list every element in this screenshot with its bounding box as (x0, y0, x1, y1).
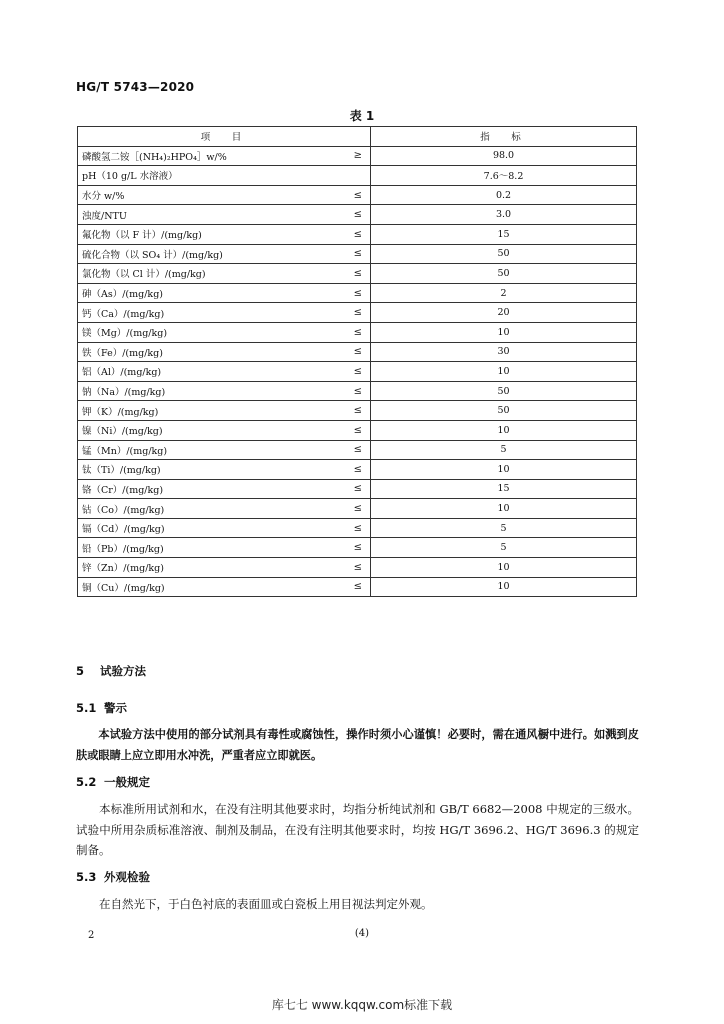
spec-value-cell: 15 (371, 479, 637, 499)
item-name-cell: 锰（Mn）/(mg/kg) (78, 440, 346, 460)
spec-value-cell: 10 (371, 420, 637, 440)
spec-value-cell: 0.2 (371, 185, 637, 205)
table-row (78, 401, 637, 421)
table-row (78, 205, 637, 225)
spec-value-cell: 15 (371, 224, 637, 244)
table-row (78, 420, 637, 440)
spec-value-cell: 30 (371, 342, 637, 362)
table-row (78, 479, 637, 499)
item-name-cell: 镉（Cd）/(mg/kg) (78, 518, 346, 538)
download-watermark: 库七七 www.kqqw.com标准下载 (271, 998, 453, 1012)
item-name-cell: 氟化物（以 F 计）/(mg/kg) (78, 224, 346, 244)
spec-value-cell: 3.0 (371, 205, 637, 225)
section-title: 警示 (104, 701, 127, 715)
item-name-cell: pH（10 g/L 水溶液） (78, 166, 346, 186)
item-name-cell: 氯化物（以 Cl 计）/(mg/kg) (78, 264, 346, 284)
section-5-heading (76, 663, 146, 679)
comparison-symbol-cell: ≤ (346, 420, 371, 440)
item-name-cell: 铁（Fe）/(mg/kg) (78, 342, 346, 362)
comparison-symbol-cell: ≤ (346, 205, 371, 225)
table-row (78, 342, 637, 362)
table-row (78, 362, 637, 382)
table-row (78, 381, 637, 401)
table-row (78, 303, 637, 323)
table-row (78, 244, 637, 264)
section-number: 5 (76, 664, 85, 678)
spec-value-cell: 10 (371, 577, 637, 597)
spec-value-cell: 50 (371, 401, 637, 421)
comparison-symbol-cell: ≤ (346, 322, 371, 342)
comparison-symbol-cell: ≤ (346, 362, 371, 382)
section-number: 5.2 (76, 775, 97, 789)
spec-value-cell: 50 (371, 264, 637, 284)
spec-value-cell: 50 (371, 244, 637, 264)
spec-value-cell: 10 (371, 460, 637, 480)
table-row (78, 185, 637, 205)
item-name-cell: 铅（Pb）/(mg/kg) (78, 538, 346, 558)
table-row (78, 518, 637, 538)
comparison-symbol-cell: ≤ (346, 440, 371, 460)
spec-value-cell: 10 (371, 558, 637, 578)
comparison-symbol-cell: ≥ (346, 146, 371, 166)
table-row (78, 577, 637, 597)
item-name-cell: 镁（Mg）/(mg/kg) (78, 322, 346, 342)
section-5-3-heading (76, 869, 150, 885)
spec-value-cell: 98.0 (371, 146, 637, 166)
comparison-symbol-cell: ≤ (346, 479, 371, 499)
comparison-symbol-cell: ≤ (346, 538, 371, 558)
table-header-row (78, 127, 637, 147)
item-name-cell: 铬（Cr）/(mg/kg) (78, 479, 346, 499)
item-name-cell: 钾（K）/(mg/kg) (78, 401, 346, 421)
table-row (78, 166, 637, 186)
page-label: (4) (354, 928, 370, 939)
item-name-cell: 钴（Co）/(mg/kg) (78, 499, 346, 519)
standard-code: HG/T 5743—2020 (76, 80, 195, 94)
section-5-1-heading (76, 700, 127, 716)
spec-value-cell: 20 (371, 303, 637, 323)
item-name-cell: 铝（Al）/(mg/kg) (78, 362, 346, 382)
table-row (78, 322, 637, 342)
item-name-cell: 钙（Ca）/(mg/kg) (78, 303, 346, 323)
table-row (78, 224, 637, 244)
header-spec: 指 标 (371, 127, 637, 147)
page-number: 2 (88, 930, 95, 941)
comparison-symbol-cell: ≤ (346, 283, 371, 303)
spec-value-cell: 7.6～8.2 (371, 166, 637, 186)
table-row (78, 460, 637, 480)
comparison-symbol-cell: ≤ (346, 303, 371, 323)
section-5-1-text: 本试验方法中使用的部分试剂具有毒性或腐蚀性，操作时须小心谨慎！必要时，需在通风橱中进行。如溅到皮肤或眼睛上应立即用水冲洗，严重者应立即就医。 (76, 728, 639, 762)
header-item: 项 目 (78, 127, 371, 147)
spec-value-cell: 10 (371, 322, 637, 342)
section-number: 5.1 (76, 701, 97, 715)
item-name-cell: 磷酸氢二铵［(NH₄)₂HPO₄］w/% (78, 146, 346, 166)
spec-value-cell: 5 (371, 538, 637, 558)
comparison-symbol-cell: ≤ (346, 499, 371, 519)
spec-value-cell: 10 (371, 499, 637, 519)
comparison-symbol-cell: ≤ (346, 401, 371, 421)
spec-value-cell: 5 (371, 440, 637, 460)
comparison-symbol-cell: ≤ (346, 224, 371, 244)
item-name-cell: 钛（Ti）/(mg/kg) (78, 460, 346, 480)
comparison-symbol-cell: ≤ (346, 264, 371, 284)
section-5-2-text: 本标准所用试剂和水，在没有注明其他要求时，均指分析纯试剂和 GB/T 6682—2008 中规定的三级水。试验中所用杂质标准溶液、制剂及制品，在没有注明其他要求时，均按 HG/T 3696.2、HG/T 3696.3 的规定制备。 (76, 802, 639, 857)
item-name-cell: 钠（Na）/(mg/kg) (78, 381, 346, 401)
section-5-2-heading (76, 774, 150, 790)
item-name-cell: 浊度/NTU (78, 205, 346, 225)
comparison-symbol-cell: ≤ (346, 342, 371, 362)
item-name-cell: 硫化合物（以 SO₄ 计）/(mg/kg) (78, 244, 346, 264)
comparison-symbol-cell (346, 166, 371, 186)
comparison-symbol-cell: ≤ (346, 460, 371, 480)
comparison-symbol-cell: ≤ (346, 558, 371, 578)
table-row (78, 146, 637, 166)
section-5-3-text: 在自然光下，于白色衬底的表面皿或白瓷板上用目视法判定外观。 (99, 897, 433, 911)
item-name-cell: 砷（As）/(mg/kg) (78, 283, 346, 303)
section-number: 5.3 (76, 870, 97, 884)
item-name-cell: 锌（Zn）/(mg/kg) (78, 558, 346, 578)
spec-value-cell: 2 (371, 283, 637, 303)
spec-value-cell: 5 (371, 518, 637, 538)
section-title: 试验方法 (100, 664, 146, 678)
comparison-symbol-cell: ≤ (346, 185, 371, 205)
table-body (78, 146, 637, 597)
item-name-cell: 铜（Cu）/(mg/kg) (78, 577, 346, 597)
table-title: 表 1 (349, 109, 375, 123)
table-row (78, 538, 637, 558)
spec-value-cell: 50 (371, 381, 637, 401)
comparison-symbol-cell: ≤ (346, 244, 371, 264)
comparison-symbol-cell: ≤ (346, 518, 371, 538)
comparison-symbol-cell: ≤ (346, 381, 371, 401)
table-row (78, 264, 637, 284)
item-name-cell: 水分 w/% (78, 185, 346, 205)
spec-value-cell: 10 (371, 362, 637, 382)
table-row (78, 499, 637, 519)
table-row (78, 558, 637, 578)
table-row (78, 440, 637, 460)
specification-table (77, 126, 637, 597)
section-title: 外观检验 (104, 870, 150, 884)
comparison-symbol-cell: ≤ (346, 577, 371, 597)
item-name-cell: 镍（Ni）/(mg/kg) (78, 420, 346, 440)
section-title: 一般规定 (104, 775, 150, 789)
table-row (78, 283, 637, 303)
